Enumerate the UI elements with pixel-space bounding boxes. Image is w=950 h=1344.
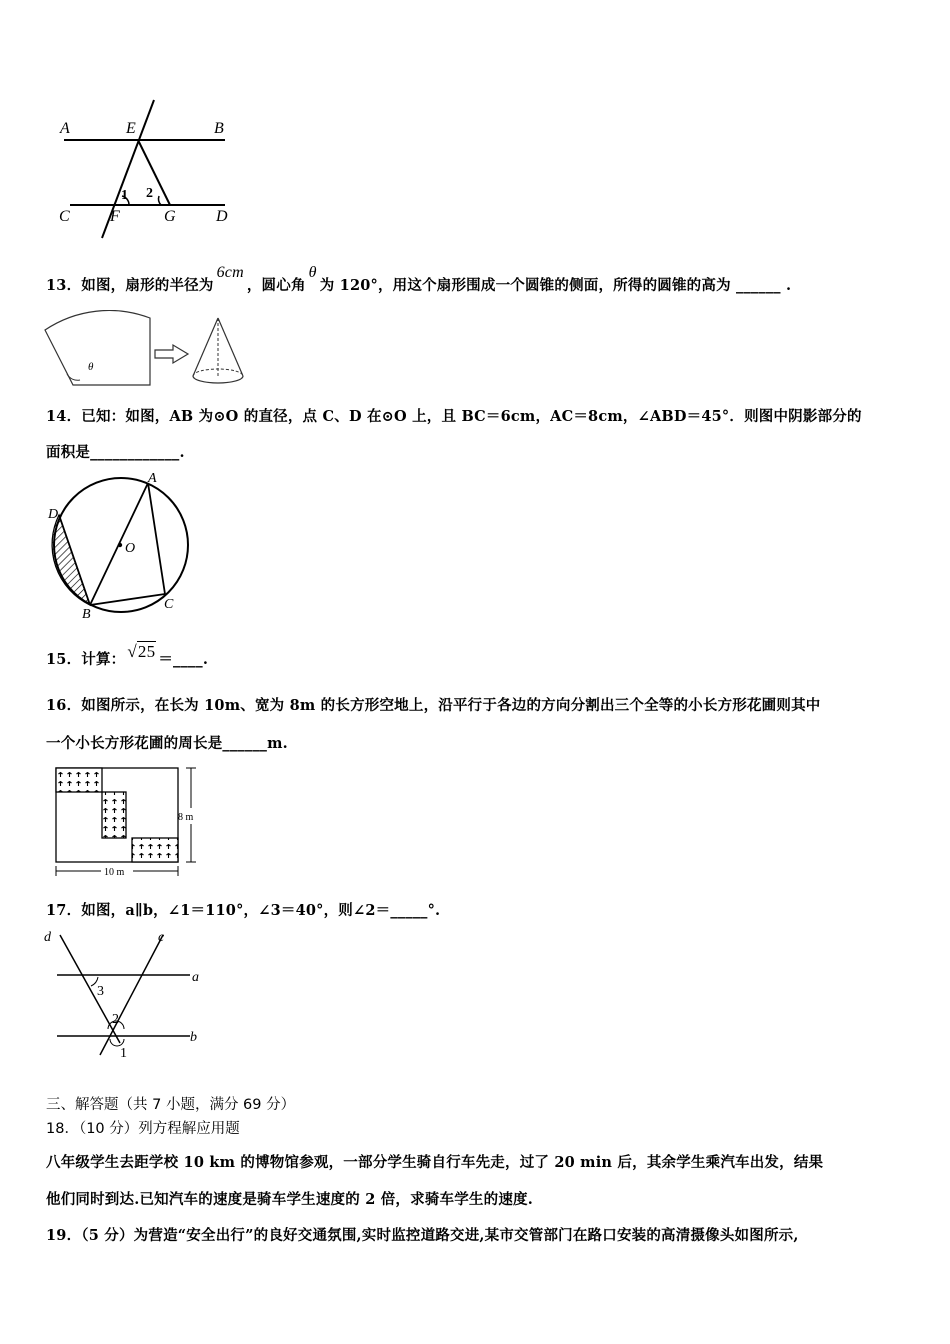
question-15	[46, 642, 209, 669]
angle-label-1: 1	[121, 188, 128, 203]
angle-label-2: 2	[112, 1012, 119, 1027]
figure-rectangle-flowerbeds	[48, 762, 208, 880]
sqrt-expression	[127, 642, 156, 662]
label-e: E	[126, 120, 136, 137]
q15-suffix: ＝____.	[158, 651, 209, 668]
figure-parallel-lines-ab-cd	[50, 95, 240, 245]
label-c: C	[59, 208, 70, 225]
line-label-c: c	[158, 930, 165, 945]
label-f: F	[110, 208, 120, 225]
q15-prefix: 15．计算：	[46, 651, 126, 668]
question-14-line2: 面积是____________.	[46, 444, 185, 461]
figure-parallel-lines-ab	[40, 925, 210, 1065]
sqrt-sign: √	[127, 642, 137, 661]
question-19: 19．（5 分）为营造“安全出行”的良好交通氛围,实时监控道路交进,某市交管部门在路口安装的高清摄像头如图所示,	[46, 1227, 799, 1244]
circle-label-a: A	[148, 471, 157, 486]
figure-sector-cone	[40, 310, 260, 390]
question-14-line1: 14．已知：如图，AB 为⊙O 的直径，点 C、D 在⊙O 上，且 BC＝6cm，AC＝8cm，∠ABD＝45°．则图中阴影部分的	[46, 408, 862, 425]
question-16-line2: 一个小长方形花圃的周长是______m.	[46, 735, 288, 752]
question-18-line2: 他们同时到达.已知汽车的速度是骑车学生速度的 2 倍，求骑车学生的速度.	[46, 1191, 533, 1208]
label-d: D	[216, 208, 228, 225]
line-label-d: d	[44, 930, 51, 945]
label-a: A	[60, 120, 70, 137]
angle-label-3: 3	[97, 984, 104, 999]
section-3-title: 三、解答题（共 7 小题，满分 69 分）	[46, 1097, 296, 1113]
sector-theta: θ	[88, 361, 94, 373]
q13-suffix: 为 120°，用这个扇形围成一个圆锥的侧面，所得的圆锥的高为 ______ .	[319, 277, 792, 294]
angle-label-2: 2	[146, 186, 153, 201]
dimension-height: 8 m	[178, 812, 194, 823]
q13-radius: 6cm	[216, 264, 244, 281]
sqrt-radicand: 25	[137, 642, 156, 661]
q13-middle: ，圆心角	[246, 277, 306, 294]
circle-label-b: B	[82, 607, 91, 620]
figure-circle-o	[40, 470, 200, 620]
q13-prefix: 13．如图，扇形的半径为	[46, 277, 214, 294]
question-16-line1: 16．如图所示，在长为 10m、宽为 8m 的长方形空地上，沿平行于各边的方向分割出三个全等的小长方形花圃则其中	[46, 697, 821, 714]
line-label-b: b	[190, 1030, 197, 1045]
line-label-a: a	[192, 970, 199, 985]
question-17: 17．如图，a∥b，∠1＝110°，∠3＝40°，则∠2＝_____°.	[46, 902, 441, 919]
question-18-header: 18．（10 分）列方程解应用题	[46, 1121, 240, 1137]
circle-label-d: D	[48, 507, 59, 522]
circle-label-o: O	[125, 541, 136, 556]
angle-label-1: 1	[120, 1046, 127, 1061]
question-13	[46, 264, 792, 295]
label-b: B	[214, 120, 224, 137]
q13-theta: θ	[308, 264, 317, 281]
dimension-width: 10 m	[104, 867, 125, 878]
question-18-line1: 八年级学生去距学校 10 km 的博物馆参观，一部分学生骑自行车先走，过了 20 min 后，其余学生乘汽车出发，结果	[46, 1154, 824, 1171]
circle-label-c: C	[164, 597, 174, 612]
label-g: G	[164, 208, 176, 225]
